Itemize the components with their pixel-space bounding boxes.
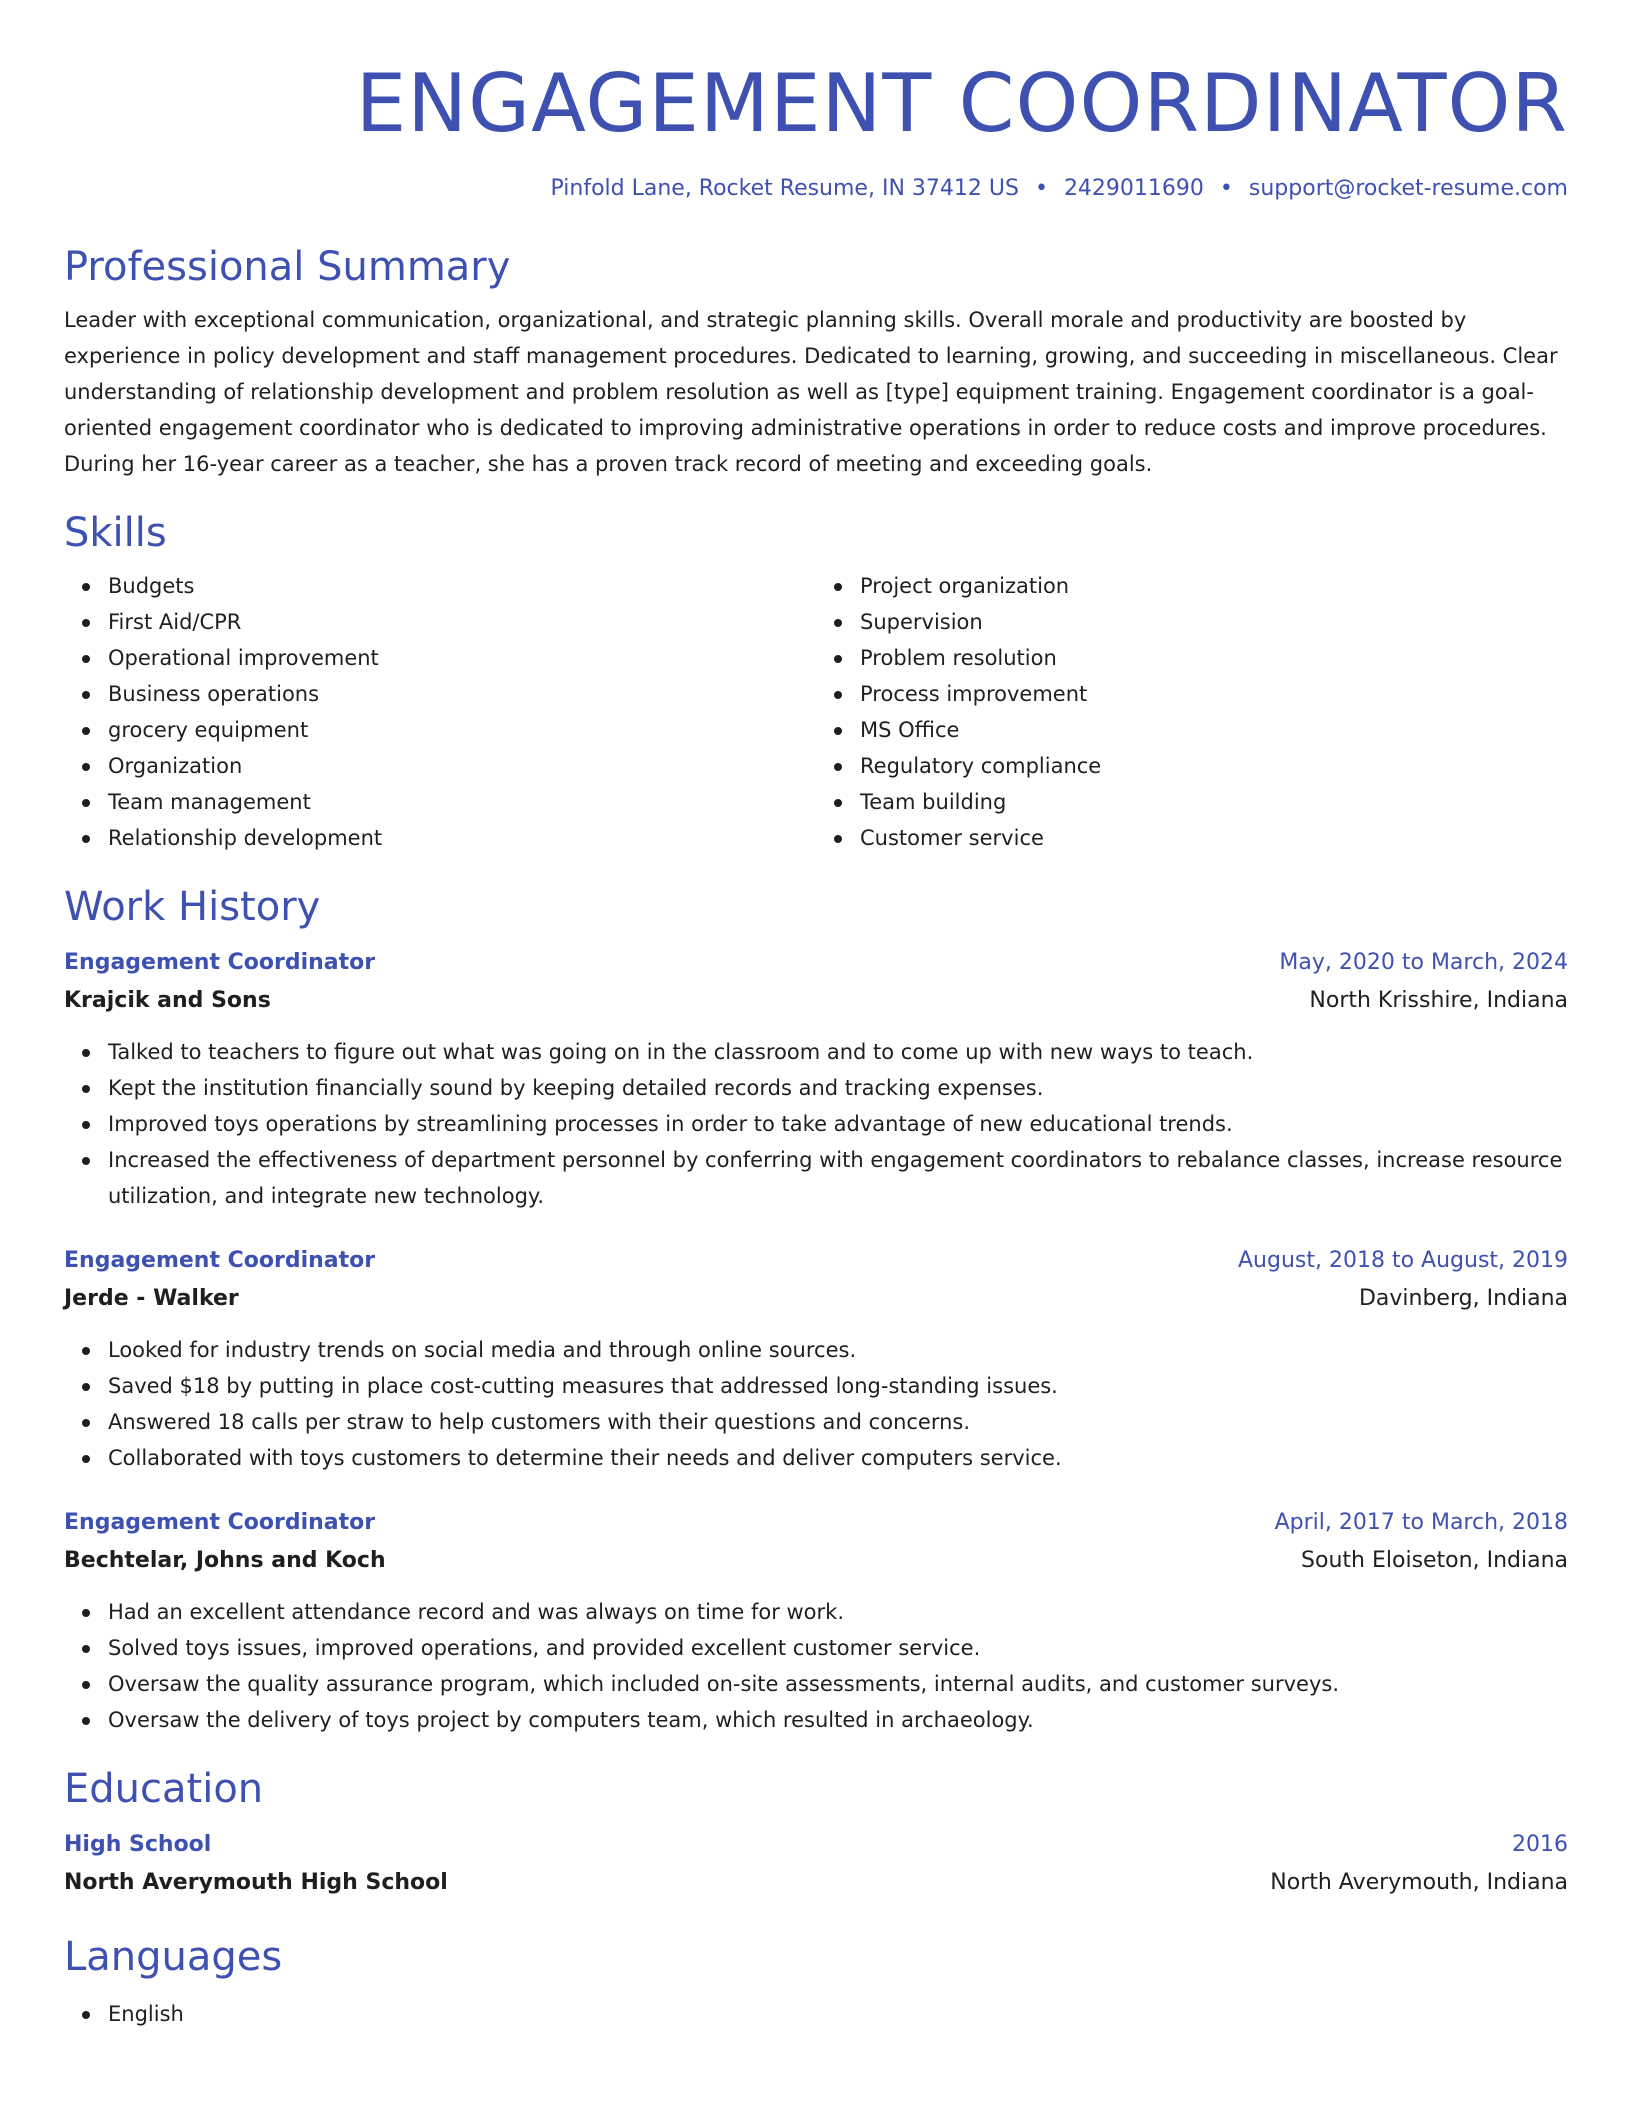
skill-item: Customer service	[860, 820, 1568, 856]
skill-item: First Aid/CPR	[108, 604, 816, 640]
resume-page	[64, 0, 1568, 2032]
job-entry	[64, 1504, 1568, 1738]
job-entry	[64, 1242, 1568, 1476]
job-bullet: Oversaw the delivery of toys project by computers team, which resulted in archaeology.	[108, 1702, 1568, 1738]
education-entry	[64, 1826, 1568, 1902]
job-dates: April, 2017 to March, 2018	[1274, 1510, 1568, 1535]
education-year: 2016	[1512, 1832, 1568, 1857]
job-header-row	[64, 1504, 1568, 1542]
job-bullet: Saved $18 by putting in place cost-cutting measures that addressed long-standing issues.	[108, 1368, 1568, 1404]
job-dates: May, 2020 to March, 2024	[1279, 950, 1568, 975]
job-entry	[64, 944, 1568, 1214]
job-role: Engagement Coordinator	[64, 1248, 376, 1273]
resume-header	[64, 0, 1568, 204]
job-header-row	[64, 944, 1568, 982]
contact-separator: •	[1219, 176, 1233, 201]
job-bullets	[64, 1594, 1568, 1738]
skills-heading: Skills	[64, 510, 167, 556]
contact-line	[64, 174, 1568, 204]
job-company: Krajcik and Sons	[64, 988, 271, 1013]
skill-item: MS Office	[860, 712, 1568, 748]
skill-item: Regulatory compliance	[860, 748, 1568, 784]
job-location: South Eloiseton, Indiana	[1301, 1548, 1568, 1573]
education-heading: Education	[64, 1766, 264, 1812]
job-company: Bechtelar, Johns and Koch	[64, 1548, 386, 1573]
job-bullets	[64, 1034, 1568, 1214]
skill-item: Project organization	[860, 568, 1568, 604]
education-school-row	[64, 1864, 1568, 1902]
summary-text: Leader with exceptional communication, organizational, and strategic planning skills. Overall morale and productivity are boosted by experience in policy development and staff management procedures. Dedicated to learning, growing, and succeeding in miscellaneous. Clear understanding of relationship development and problem resolution as well as [type] equipment training. Engagement coordinator is a goal-oriented engagement coordinator who is dedicated to improving administrative operations in order to reduce costs and improve procedures. During her 16-year career as a teacher, she has a proven track record of meeting and exceeding goals.	[64, 308, 1558, 476]
job-role: Engagement Coordinator	[64, 950, 376, 975]
skills-column-right	[816, 568, 1568, 856]
education-location: North Averymouth, Indiana	[1270, 1870, 1568, 1895]
job-bullet: Answered 18 calls per straw to help customers with their questions and concerns.	[108, 1404, 1568, 1440]
languages-heading: Languages	[64, 1934, 283, 1980]
skill-item: Supervision	[860, 604, 1568, 640]
skill-item: Organization	[108, 748, 816, 784]
contact-separator: •	[1034, 176, 1048, 201]
job-role: Engagement Coordinator	[64, 1510, 376, 1535]
skill-item: Operational improvement	[108, 640, 816, 676]
education-header-row	[64, 1826, 1568, 1864]
job-bullet: Kept the institution financially sound by keeping detailed records and tracking expenses.	[108, 1070, 1568, 1106]
job-company-row	[64, 1542, 1568, 1580]
job-dates: August, 2018 to August, 2019	[1238, 1248, 1568, 1273]
job-location: Davinberg, Indiana	[1358, 1286, 1568, 1311]
skill-item: Team building	[860, 784, 1568, 820]
contact-phone[interactable]: 2429011690	[1063, 176, 1204, 201]
job-company: Jerde - Walker	[64, 1286, 239, 1311]
job-bullet: Oversaw the quality assurance program, which included on-site assessments, internal audits, and customer surveys.	[108, 1666, 1568, 1702]
job-bullets	[64, 1332, 1568, 1476]
job-company-row	[64, 1280, 1568, 1318]
education-degree: High School	[64, 1832, 212, 1857]
job-company-row	[64, 982, 1568, 1020]
job-bullet: Increased the effectiveness of department personnel by conferring with engagement coordinators to rebalance classes, increase resource utilization, and integrate new technology.	[108, 1142, 1568, 1214]
job-bullet: Collaborated with toys customers to determine their needs and deliver computers service.	[108, 1440, 1568, 1476]
job-bullet: Solved toys issues, improved operations, and provided excellent customer service.	[108, 1630, 1568, 1666]
education-school: North Averymouth High School	[64, 1870, 448, 1895]
contact-address: Pinfold Lane, Rocket Resume, IN 37412 US	[550, 176, 1019, 201]
candidate-title: ENGAGEMENT COORDINATOR	[355, 57, 1568, 150]
job-bullet: Had an excellent attendance record and was always on time for work.	[108, 1594, 1568, 1630]
work-history-heading: Work History	[64, 884, 321, 930]
skills-list	[64, 568, 1568, 856]
job-bullet: Looked for industry trends on social media and through online sources.	[108, 1332, 1568, 1368]
job-bullet: Talked to teachers to figure out what was going on in the classroom and to come up with new ways to teach.	[108, 1034, 1568, 1070]
skills-column-left	[64, 568, 816, 856]
job-bullet: Improved toys operations by streamlining processes in order to take advantage of new educational trends.	[108, 1106, 1568, 1142]
job-location: North Krisshire, Indiana	[1309, 988, 1568, 1013]
languages-list	[64, 1996, 1568, 2032]
skill-item: grocery equipment	[108, 712, 816, 748]
skill-item: Budgets	[108, 568, 816, 604]
contact-email[interactable]: support@rocket-resume.com	[1248, 176, 1568, 201]
skill-item: Process improvement	[860, 676, 1568, 712]
skill-item: Relationship development	[108, 820, 816, 856]
summary-heading: Professional Summary	[64, 244, 511, 290]
skill-item: Problem resolution	[860, 640, 1568, 676]
skill-item: Business operations	[108, 676, 816, 712]
language-item: English	[108, 1996, 1568, 2032]
skill-item: Team management	[108, 784, 816, 820]
job-header-row	[64, 1242, 1568, 1280]
